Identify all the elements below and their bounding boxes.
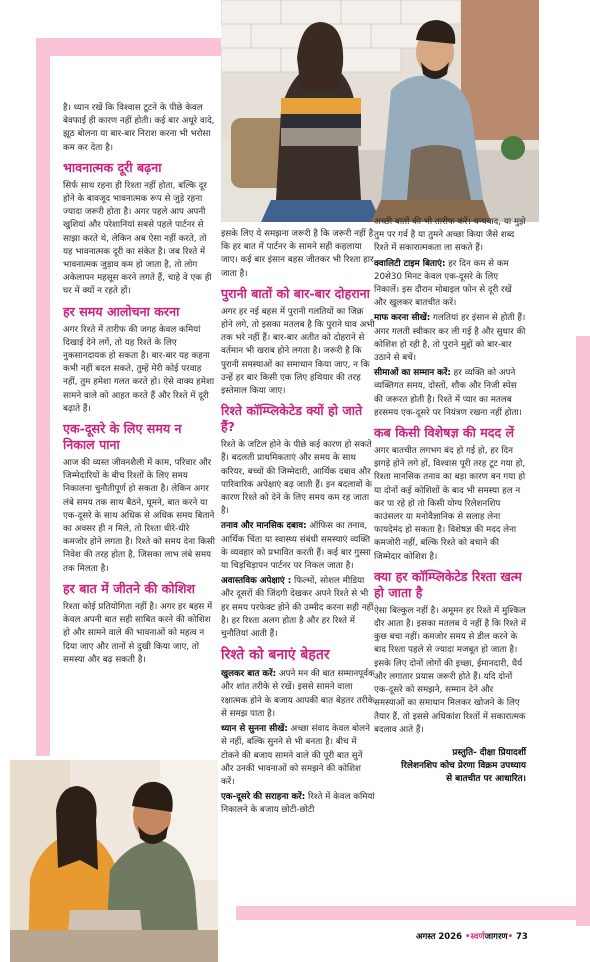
decorative-bar-right <box>576 336 590 926</box>
paragraph-text: अपने मन की बात सम्मानपूर्वक और शांत तरीके से रखें। इससे सामने वाला रक्षात्मक होने के बजाय आपकी बात बेहतर तरीके से समझ पाता है। <box>221 669 375 719</box>
paragraph-text: हर दिन कम से कम 20से30 मिनट केवल एक-दूसरे के लिए निकालें। इस दौरान मोबाइल फोन से दूरी रखें और खुलकर बातचीत करें। <box>374 258 512 309</box>
section-heading: हर समय आलोचना करना <box>63 303 180 319</box>
section-heading: रिश्ते कॉम्प्लिकेटेड क्यों हो जाते हैं? <box>221 403 363 435</box>
paragraph: अगर बातचीत लगभग बंद हो गई हो, हर दिन झगड़े होने लगे हों, विश्वास पूरी तरह टूट गया हो, रिश्ता मानसिक तनाव का बड़ा कारण बन गया हो या दोनों कई कोशिशों के बाद भी समस्या हल न कर पा रहे हो तो किसी योग्य रिलेशनशिप काउंसलर या मनोवैज्ञानिक से सलाह लेना फायदेमंद हो सकता है। विशेषज्ञ की मदद लेना कमजोरी नहीं, बल्कि रिश्ते को बचाने की जिम्मेदार कोशिश है। <box>374 446 526 562</box>
credit-line: प्रस्तुति- दीक्षा प्रियादर्शी <box>452 747 526 758</box>
page-footer <box>416 931 528 942</box>
paragraph-text: रिश्ते में केवल कमियां निकालने के बजाय छोटी-छोटी <box>221 792 375 816</box>
paragraph-text: अच्छा संवाद केवल बोलने से नहीं, बल्कि सुनने से भी बनता है। बीच में टोकने की बजाय सामने वाले की पूरी बात सुनें और उनकी भावनाओं को समझने की कोशिश करें। <box>221 724 370 787</box>
bold-lead: सीमाओं का सम्मान करें: <box>374 368 451 379</box>
paragraph: रिश्ता कोई प्रतियोगिता नहीं है। अगर हर बहस में केवल अपनी बात सही साबित करने की कोशिश हो और सामने वाले की भावनाओं को महत्व न दिया जाए और तानों से दुखी किया जाए, तो समस्या और बढ़ सकती है। <box>63 601 213 665</box>
bold-lead: एक-दूसरे की सराहना करें: <box>221 792 306 803</box>
paragraph: आज की व्यस्त जीवनशैली में काम, परिवार और जिम्मेदारियों के बीच रिश्तों के लिए समय निकालना चुनौतीपूर्ण हो सकता है। लेकिन अगर लंबे समय तक साथ बैठने, घूमने, बात करने या एक-दूसरे के साथ अधिक से अधिक समय बिताने का अवसर ही न मिले, तो रिश्ता धीरे-धीरे कमजोर होने लगता है। रिश्ते को समय देना किसी निवेश की तरह होता है, जिसका लाभ लंबे समय तक मिलता है। <box>63 458 215 574</box>
paragraph-text: ऑफिस का तनाव, आर्थिक चिंता या स्वास्थ्य संबंधी समस्याएं व्यक्ति के व्यवहार को प्रभावित करती हैं। कई बार गुस्सा या चिड़चिड़ापन पार्टनर पर निकल जाता है। <box>221 521 371 572</box>
bold-lead: ध्यान से सुनना सीखें: <box>221 724 288 735</box>
paragraph: अगर रिश्ते में तारीफ की जगह केवल कमियां दिखाई देने लगें, तो यह रिश्ते के लिए नुकसानदायक हो सकता है। बार-बार यह कहना कभी नहीं बदल सकते, तुम्हें मेरी कोई परवाह नहीं, तुम हमेशा गलत करते हो। ऐसे वाक्य हमेशा सामने वाले को आहत करते हैं और रिश्ते में दूरी बढ़ाते हैं। <box>63 324 215 414</box>
section-heading: हर बात में जीतने की कोशिश <box>63 580 195 596</box>
paragraph: अगर हर नई बहस में पुरानी गलतियों का जिक्र होने लगे, तो इसका मतलब है कि पुराने घाव अभी तक भरे नहीं हैं। बार-बार अतीत को दोहराने से वर्तमान भी खराब होने लगता है। जरूरी है कि पुरानी समस्याओं का समाधान किया जाए, न कि उन्हें हर बार किसी एक लिए हथियार की तरह इस्तेमाल किया जाए। <box>221 306 375 397</box>
paragraph-text: हर व्यक्ति को अपने व्यक्तिगत समय, दोस्तों, शौक और निजी स्पेस की जरूरत होती है। रिश्ते में प्यार का मतलब हरसमय एक-दूसरे पर नियंत्रण रखना नहीं होता। <box>374 368 522 418</box>
paragraph <box>374 258 526 311</box>
paragraph <box>221 575 376 641</box>
paragraph <box>374 312 526 365</box>
paragraph-text: फिल्मों, सोशल मीडिया और दूसरों की जिंदगी देखकर अपने रिश्ते से भी हर समय परफेक्ट होने की उम्मीद करना सही नहीं है। हर रिश्ता अलग होता है और हर रिश्ते में चुनौतियां आती हैं। <box>221 576 374 640</box>
paragraph <box>374 367 526 420</box>
paragraph: ऐसा बिल्कुल नहीं है। अमूमन हर रिश्ते में मुश्किल दौर आता है। इसका मतलब ये नहीं है कि रिश्ते में कुछ बचा नहीं। कमजोर समय से डील करने के बाद रिश्ता पहले से ज्यादा मजबूत हो जाता है। इसके लिए दोनों लोगों की इच्छा, ईमानदारी, धैर्य और लगातार प्रयास जरूरी होते हैं। यदि दोनों एक-दूसरे को समझने, सम्मान देने और समस्याओं का समाधान मिलकर खोजने के लिए तैयार हैं, तो इससे अधिकांश रिश्तों में सकारात्मक बदलाव आते हैं। <box>374 605 526 735</box>
text-column-1 <box>63 102 216 669</box>
credit-line: रिलेशनशिप कोच प्रेरणा विक्रम उपध्याय <box>401 760 526 771</box>
section-heading: कब किसी विशेषज्ञ की मदद लें <box>374 425 515 441</box>
paragraph <box>221 791 376 817</box>
paragraph: है। ध्यान रखें कि विश्वास टूटने के पीछे केवल बेवफाई ही कारण नहीं होती। कई बार अधूरे वादे, झूठ बोलना या बार-बार निराश करना भी भरोसा कम कर देता है। <box>63 103 215 153</box>
section-heading: भावनात्मक दूरी बढ़ना <box>63 159 162 175</box>
text-column-3 <box>374 216 526 786</box>
footer-separator: • <box>507 932 514 942</box>
credit-line: से बातचीत पर आधारित। <box>446 773 526 784</box>
decorative-bar-left <box>36 56 50 756</box>
paragraph: इसके लिए ये समझना जरूरी है कि जरूरी नहीं है कि हर बात में पार्टनर के सामने सही कहलाया जाए। कई बार इंसान बहस जीतकर भी रिश्ता हार जाता है। <box>221 229 374 279</box>
bold-lead: माफ करना सीखें: <box>374 313 431 324</box>
page-number: 73 <box>515 932 528 942</box>
paragraph: सिर्फ साथ रहना ही रिश्ता नहीं होता, बल्कि दूर होने के बावजूद भावनात्मक रूप से जुड़े रहना ज्यादा जरूरी होता है। अगर पहले आप अपनी खुशियां और परेशानियां सबसे पहले पार्टनर से साझा करते थे, लेकिन अब ऐसा नहीं करते, तो यह भावनात्मक दूरी का संकेत है। जब रिश्ते में भावनात्मक जुड़ाव कम हो जाता है, तो लोग अकेलापन महसूस करने लगते हैं, चाहे वे एक ही घर में क्यों न रहते हों। <box>63 180 212 297</box>
section-heading: क्या हर कॉम्प्लिकेटेड रिश्ता खत्म हो जाता है <box>374 568 522 600</box>
issue-date: अगस्त 2026 <box>416 932 463 942</box>
couple-photo-top <box>221 0 539 222</box>
paragraph <box>221 520 376 573</box>
paragraph-text: गलतियां हर इंसान से होती हैं। अगर गलती स्वीकार कर ली गई है और सुधार की कोशिश हो रही है, तो पुराने मुद्दों को बार-बार उठाने से बचें। <box>374 313 526 364</box>
section-heading: पुरानी बातों को बार-बार दोहराना <box>221 285 370 301</box>
bold-lead: खुलकर बात करें: <box>221 669 277 680</box>
couple-photo-bottom <box>10 760 218 962</box>
paragraph: रिश्ते के जटिल होने के पीछे कई कारण हो सकते हैं। बदलती प्राथमिकताएं और समय के साथ करियर, बच्चों की जिम्मेदारी, आर्थिक दबाव और पारिवारिक अपेक्षाएं बढ़ जाती हैं। इन बदलावों के कारण रिश्ते को देने के लिए समय कम रह जाता है। <box>221 440 372 517</box>
bold-lead: अवास्तविक अपेक्षाएं : <box>221 576 292 587</box>
brand-name: स्वर्ण <box>470 932 485 942</box>
paragraph <box>221 668 376 721</box>
text-column-2 <box>221 228 376 820</box>
paragraph <box>221 723 376 789</box>
footer-separator: • <box>465 932 471 942</box>
bold-lead: तनाव और मानसिक दबाव: <box>221 521 307 532</box>
section-heading: रिश्ते को बनाएं बेहतर <box>221 647 330 664</box>
bold-lead: क्वालिटी टाइम बिताएं: <box>374 258 446 269</box>
brand-name-suffix: जागरण <box>484 932 508 942</box>
decorative-bar-bottom <box>236 906 590 920</box>
paragraph: अच्छी बातों की भी तारीफ करें। धन्यवाद, या मुझे तुम पर गर्व है या तुमने अच्छा किया जैसे शब्द रिश्ते में सकारात्मकता ला सकते हैं। <box>374 217 526 254</box>
section-heading: एक-दूसरे के लिए समय न निकाल पाना <box>63 421 182 453</box>
author-credit <box>374 747 526 786</box>
